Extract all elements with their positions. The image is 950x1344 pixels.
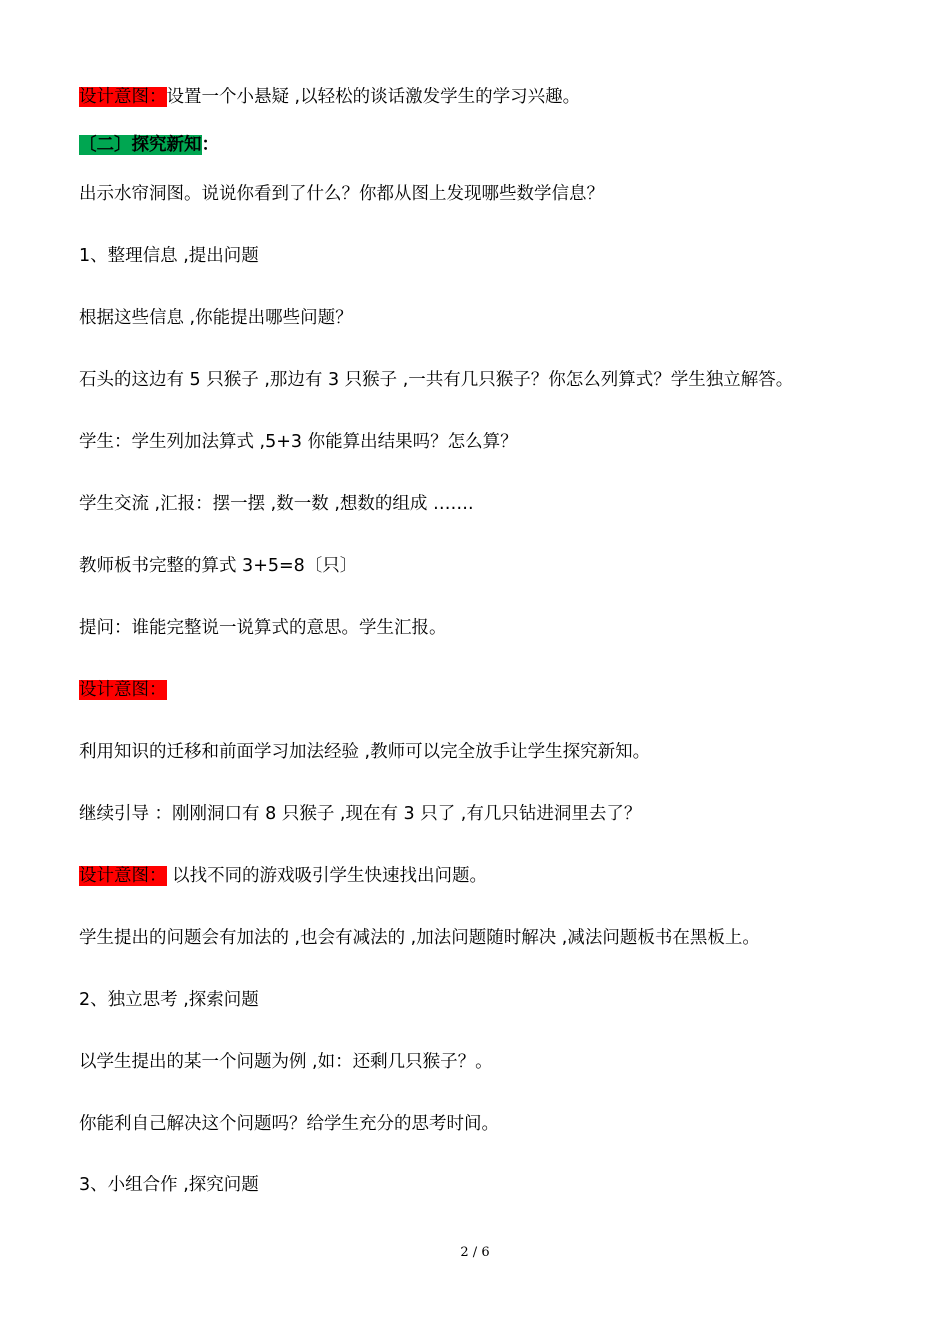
paragraph: 学生交流 ,汇报：摆一摆 ,数一数 ,想数的组成 ……. <box>79 494 474 514</box>
paragraph: 学生提出的问题会有加法的 ,也会有减法的 ,加法问题随时解决 ,减法问题板书在黑板上。 <box>79 928 760 948</box>
design-intent-label: 设计意图： <box>79 680 167 700</box>
step-heading: 2、独立思考 ,探索问题 <box>79 990 259 1010</box>
design-intent-text: 以找不同的游戏吸引学生快速找出问题。 <box>166 866 488 886</box>
section-heading-colon: ： <box>201 135 219 155</box>
paragraph: 教师板书完整的算式 3+5=8〔只〕 <box>79 556 358 576</box>
paragraph: 提问：谁能完整说一说算式的意思。学生汇报。 <box>79 618 447 638</box>
design-intent-text: 设置一个小悬疑 ,以轻松的谈话激发学生的学习兴趣。 <box>166 87 581 107</box>
paragraph: 继续引导 ：刚刚洞口有 8 只猴子 ,现在有 3 只了 ,有几只钻进洞里去了？ <box>79 804 642 824</box>
design-intent-line <box>79 84 580 110</box>
step-heading: 3、小组合作 ,探究问题 <box>79 1175 259 1195</box>
paragraph: 以学生提出的某一个问题为例 ,如：还剩几只猴子？。 <box>79 1052 493 1072</box>
design-intent-label: 设计意图： <box>79 866 167 886</box>
section-heading <box>79 132 219 158</box>
design-intent-label: 设计意图： <box>79 87 167 107</box>
paragraph: 利用知识的迁移和前面学习加法经验 ,教师可以完全放手让学生探究新知。 <box>79 742 651 762</box>
paragraph: 你能利自己解决这个问题吗？给学生充分的思考时间。 <box>79 1114 499 1134</box>
paragraph: 根据这些信息 ,你能提出哪些问题？ <box>79 308 353 328</box>
step-heading: 1、整理信息 ,提出问题 <box>79 246 259 266</box>
design-intent-line <box>79 677 167 703</box>
page-number: 2 / 6 <box>460 1245 490 1260</box>
paragraph: 石头的这边有 5 只猴子 ,那边有 3 只猴子 ,一共有几只猴子？你怎么列算式？学生独立解答。 <box>79 370 794 390</box>
section-heading-label: 〔二〕探究新知 <box>79 135 202 155</box>
paragraph: 学生：学生列加法算式 ,5+3 你能算出结果吗？怎么算？ <box>79 432 518 452</box>
paragraph: 出示水帘洞图。说说你看到了什么？你都从图上发现哪些数学信息？ <box>79 184 604 204</box>
design-intent-line <box>79 863 487 889</box>
